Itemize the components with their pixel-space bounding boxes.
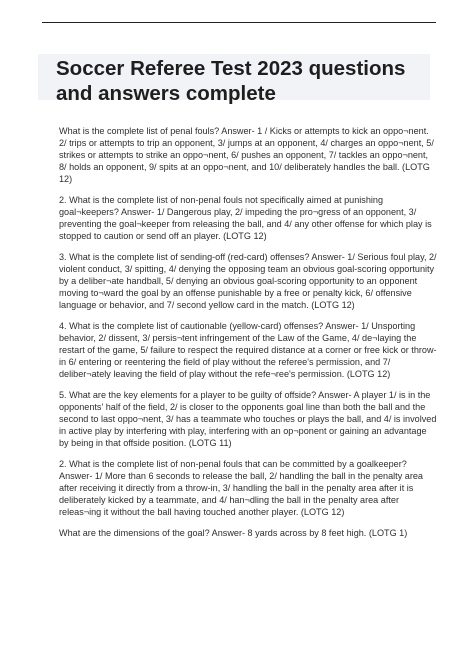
top-rule bbox=[42, 22, 436, 23]
question-2: 2. What is the complete list of non-penal fouls not specifically aimed at punishing goal¬keepers? Answer- 1/ Dangerous play, 2/ impeding the pro¬gress of an opponent, 3/ preventing the goal¬keeper from releasing the ball, and 4/ any other offense for which play is stopped to caution or send off an player. (LOTG 12) bbox=[59, 195, 432, 241]
question-1: What is the complete list of penal fouls? Answer- 1 / Kicks or attempts to kick an oppo¬nent. 2/ trips or attempts to trip an opponent, 3/ jumps at an opponent, 4/ charges an oppo¬nent, 5/ strikes or attempts to strike an oppo¬nent, 6/ pushes an opponent, 7/ tackles an oppo¬nent, 8/ holds an opponent, 9/ spits at an oppo¬nent, and 10/ deliberately handles the ball. (LOTG 12) bbox=[59, 126, 434, 184]
question-3: 3. What is the complete list of sending-off (red-card) offenses? Answer- 1/ Serious foul play, 2/ violent conduct, 3/ spitting, 4/ denying the opposing team an obvious goal-scoring opportunity by a deliber¬ate handball, 5/ denying an obvious goal-scoring opportunity to an opponent moving to¬ward the goal by an offense punishable by a free or penalty kick, 6/ offensive language or behavior, and 7/ second yellow card in the match. (LOTG 12) bbox=[59, 252, 437, 310]
question-5: 5. What are the key elements for a player to be guilty of offside? Answer- A player 1/ is in the opponents' half of the field, 2/ is closer to the opponents goal line than both the ball and the second to last oppo¬nent, 3/ has a teammate who touches or plays the ball, and 4/ is involved in active play by interfering with play, interfering with an op¬ponent or gaining an advantage by being in that offside position. (LOTG 11) bbox=[59, 390, 437, 448]
document-body bbox=[59, 126, 437, 550]
question-4: 4. What is the complete list of cautionable (yellow-card) offenses? Answer- 1/ Unsporting behavior, 2/ dissent, 3/ persis¬tent infringement of the Law of the Game, 4/ de¬laying the restart of the game, 5/ failure to respect the required distance at a corner or free kick or throw-in 6/ entering or reentering the field of play without the referee's permission, and 7/ deliber¬ately leaving the field of play without the refe¬ree's permission. (LOTG 12) bbox=[59, 321, 437, 379]
question-6: 2. What is the complete list of non-penal fouls that can be committed by a goalkeeper? Answer- 1/ More than 6 seconds to release the ball, 2/ handling the ball in the penalty area after receiving it directly from a throw-in, 3/ handling the ball in the penalty area after it is deliberately kicked by a teammate, and 4/ han¬dling the ball in the penalty area after releas¬ing it without the ball having touched another player. (LOTG 12) bbox=[59, 459, 423, 517]
document-title: Soccer Referee Test 2023 questions and answers complete bbox=[56, 57, 406, 105]
question-7: What are the dimensions of the goal? Answer- 8 yards across by 8 feet high. (LOTG 1) bbox=[59, 528, 408, 539]
